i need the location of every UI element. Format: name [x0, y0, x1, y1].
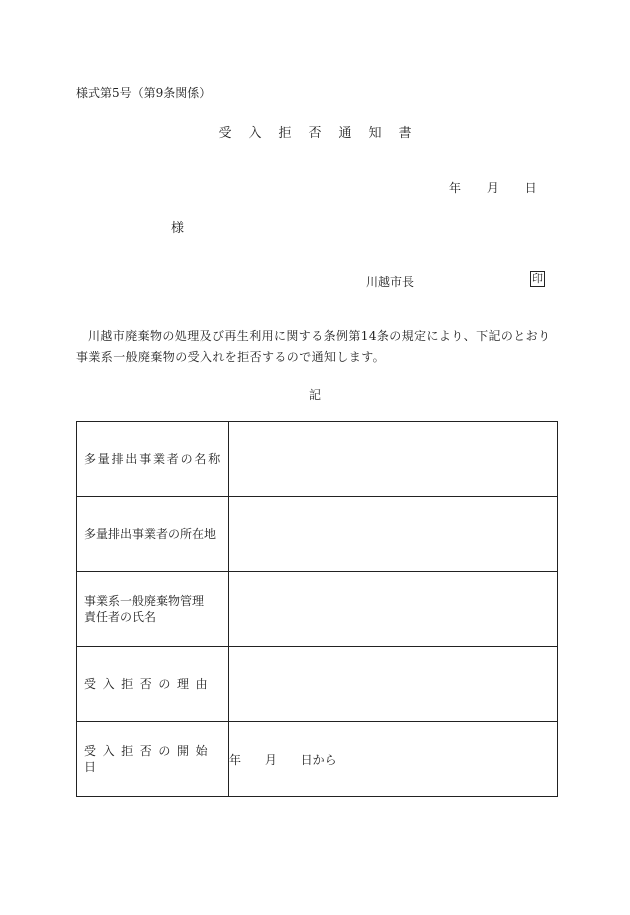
row-label-start-date: 受入拒否の開始日	[77, 722, 229, 797]
recipient-suffix: 様	[171, 221, 185, 236]
business-address-field[interactable]	[229, 497, 558, 572]
body-paragraph: 川越市廃棄物の処理及び再生利用に関する条例第14条の規定により、下記のとおり事業系一般廃棄物の受入れを拒否するので通知します。	[76, 329, 551, 364]
row-label-business-address: 多量排出事業者の所在地	[77, 497, 229, 572]
document-title: 受入拒否通知書	[218, 126, 429, 141]
business-name-field[interactable]	[229, 422, 558, 497]
start-date-field[interactable]: 年 月 日から	[229, 722, 558, 797]
row-label-manager-line1: 事業系一般廃棄物管理	[84, 594, 205, 608]
issuer-name: 川越市長	[366, 275, 415, 289]
form-number: 様式第5号（第9条関係）	[76, 86, 212, 100]
seal-mark: 印	[532, 272, 543, 285]
table-row	[77, 572, 558, 647]
row-label-reason: 受入拒否の理由	[77, 647, 229, 722]
date-line: 年 月 日	[449, 181, 537, 195]
table-row	[77, 422, 558, 497]
table-row	[77, 497, 558, 572]
ki-heading: 記	[308, 388, 321, 402]
reason-field[interactable]	[229, 647, 558, 722]
row-label-manager	[77, 572, 229, 647]
table-row	[77, 722, 558, 797]
details-table	[76, 421, 558, 797]
table-row	[77, 647, 558, 722]
manager-name-field[interactable]	[229, 572, 558, 647]
row-label-manager-line2: 責任者の氏名	[84, 610, 157, 624]
row-label-business-name: 多量排出事業者の名称	[77, 422, 229, 497]
